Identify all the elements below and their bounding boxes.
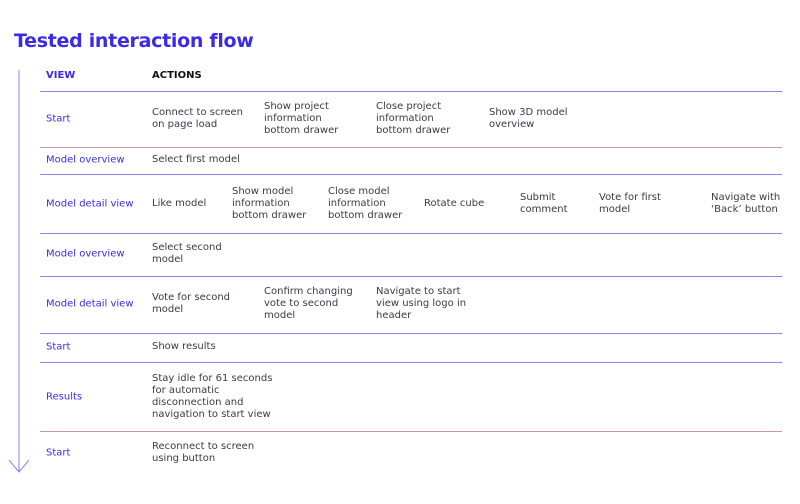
action-item: Connect to screen on page load — [152, 107, 243, 130]
row-separator — [40, 276, 782, 277]
row-separator — [40, 233, 782, 234]
view-label: Start — [46, 113, 71, 125]
action-item: Show results — [152, 341, 216, 352]
row-separator — [40, 174, 782, 175]
action-item: Reconnect to screen using button — [152, 441, 255, 464]
row-separator — [40, 362, 782, 363]
action-item: Show model information bottom drawer — [232, 186, 307, 221]
view-label: Model overview — [46, 248, 125, 260]
actions-column-header: ACTIONS — [152, 70, 202, 81]
action-item: Vote for first model — [599, 192, 661, 215]
action-item: Submit comment — [520, 192, 568, 215]
view-label: Model detail view — [46, 198, 134, 210]
action-item: Vote for second model — [152, 292, 231, 315]
row-separator — [40, 147, 782, 148]
row-separator — [40, 333, 782, 334]
action-item: Navigate to start view using logo in header — [376, 286, 467, 321]
view-column-header: VIEW — [46, 70, 76, 81]
action-item: Select first model — [152, 154, 240, 165]
action-item: Select second model — [152, 242, 222, 265]
action-item: Like model — [152, 198, 207, 209]
action-item: Confirm changing vote to second model — [264, 286, 353, 321]
view-label: Start — [46, 341, 71, 353]
action-item: Close model information bottom drawer — [328, 186, 403, 221]
action-item: Show project information bottom drawer — [264, 101, 339, 136]
row-separator — [40, 91, 782, 92]
view-label: Start — [46, 447, 71, 459]
view-label: Model overview — [46, 154, 125, 166]
action-item: Navigate with ‘Back’ button — [711, 192, 781, 215]
page-title: Tested interaction flow — [14, 30, 254, 52]
view-label: Results — [46, 391, 83, 403]
row-separator — [40, 431, 782, 432]
view-label: Model detail view — [46, 298, 134, 310]
flow-arrow-icon — [8, 70, 30, 474]
action-item: Close project information bottom drawer — [376, 101, 451, 136]
action-item: Rotate cube — [424, 198, 485, 209]
action-item: Show 3D model overview — [489, 107, 568, 130]
action-item: Stay idle for 61 seconds for automatic disconnection and navigation to start view — [152, 373, 273, 420]
